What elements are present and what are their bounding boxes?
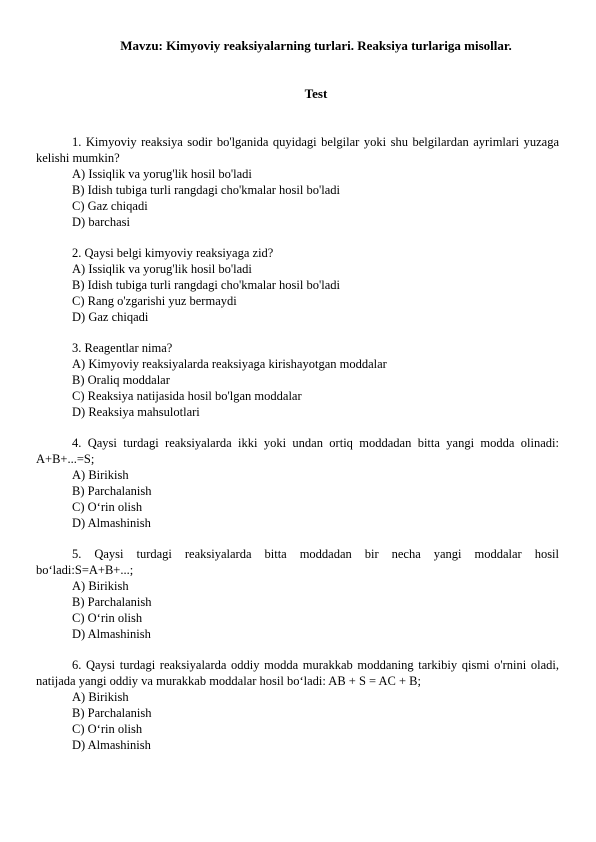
option-a: A) Birikish xyxy=(72,579,129,593)
option-a: A) Issiqlik va yorug'lik hosil bo'ladi xyxy=(72,262,252,276)
option-a: A) Birikish xyxy=(72,468,129,482)
option-d: D) Almashinish xyxy=(72,627,151,641)
option-c: C) O‘rin olish xyxy=(72,500,143,514)
question-text: 2. Qaysi belgi kimyoviy reaksiyaga zid? xyxy=(72,246,274,260)
option-a: A) Kimyoviy reaksiyalarda reaksiyaga kirishayotgan moddalar xyxy=(72,357,387,371)
document-title: Mavzu: Kimyoviy reaksiyalarning turlari. Reaksiya turlariga misollar. xyxy=(120,38,512,53)
question-3 xyxy=(36,340,559,420)
option-c: C) Rang o'zgarishi yuz bermaydi xyxy=(72,294,237,308)
option-d: D) barchasi xyxy=(72,215,130,229)
option-d: D) Almashinish xyxy=(72,738,151,752)
option-b: B) Parchalanish xyxy=(72,706,152,720)
option-a: A) Issiqlik va yorug'lik hosil bo'ladi xyxy=(72,167,252,181)
option-d: D) Reaksiya mahsulotlari xyxy=(72,405,200,419)
question-1 xyxy=(36,134,559,230)
option-c: C) O‘rin olish xyxy=(72,611,143,625)
question-text: 6. Qaysi turdagi reaksiyalarda oddiy modda murakkab moddaning tarkibiy qismi o'rnini oladi, natijada yangi oddiy va murakkab moddalar hosil bo‘ladi: AB + S = AC + B; xyxy=(36,658,559,688)
option-c: C) Reaksiya natijasida hosil bo'lgan moddalar xyxy=(72,389,302,403)
question-2 xyxy=(36,245,559,325)
option-b: B) Parchalanish xyxy=(72,595,152,609)
option-b: B) Idish tubiga turli rangdagi cho'kmalar hosil bo'ladi xyxy=(72,278,340,292)
question-text: 3. Reagentlar nima? xyxy=(72,341,173,355)
option-c: C) O‘rin olish xyxy=(72,722,143,736)
option-b: B) Parchalanish xyxy=(72,484,152,498)
document-subtitle: Test xyxy=(304,86,328,101)
question-text: 5. Qaysi turdagi reaksiyalarda bitta moddadan bir necha yangi moddalar hosil bo‘ladi:S=A+B+...; xyxy=(36,547,559,577)
question-5 xyxy=(36,546,559,642)
question-4 xyxy=(36,435,559,531)
option-b: B) Idish tubiga turli rangdagi cho'kmalar hosil bo'ladi xyxy=(72,183,340,197)
question-text: 1. Kimyoviy reaksiya sodir bo'lganida quyidagi belgilar yoki shu belgilardan ayrimlari yuzaga kelishi mumkin? xyxy=(36,135,559,165)
question-6 xyxy=(36,657,559,753)
option-d: D) Gaz chiqadi xyxy=(72,310,149,324)
option-c: C) Gaz chiqadi xyxy=(72,199,148,213)
option-b: B) Oraliq moddalar xyxy=(72,373,170,387)
question-list xyxy=(36,134,559,768)
option-d: D) Almashinish xyxy=(72,516,151,530)
question-text: 4. Qaysi turdagi reaksiyalarda ikki yoki undan ortiq moddadan bitta yangi modda olinadi: A+B+...=S; xyxy=(36,436,559,466)
option-a: A) Birikish xyxy=(72,690,129,704)
